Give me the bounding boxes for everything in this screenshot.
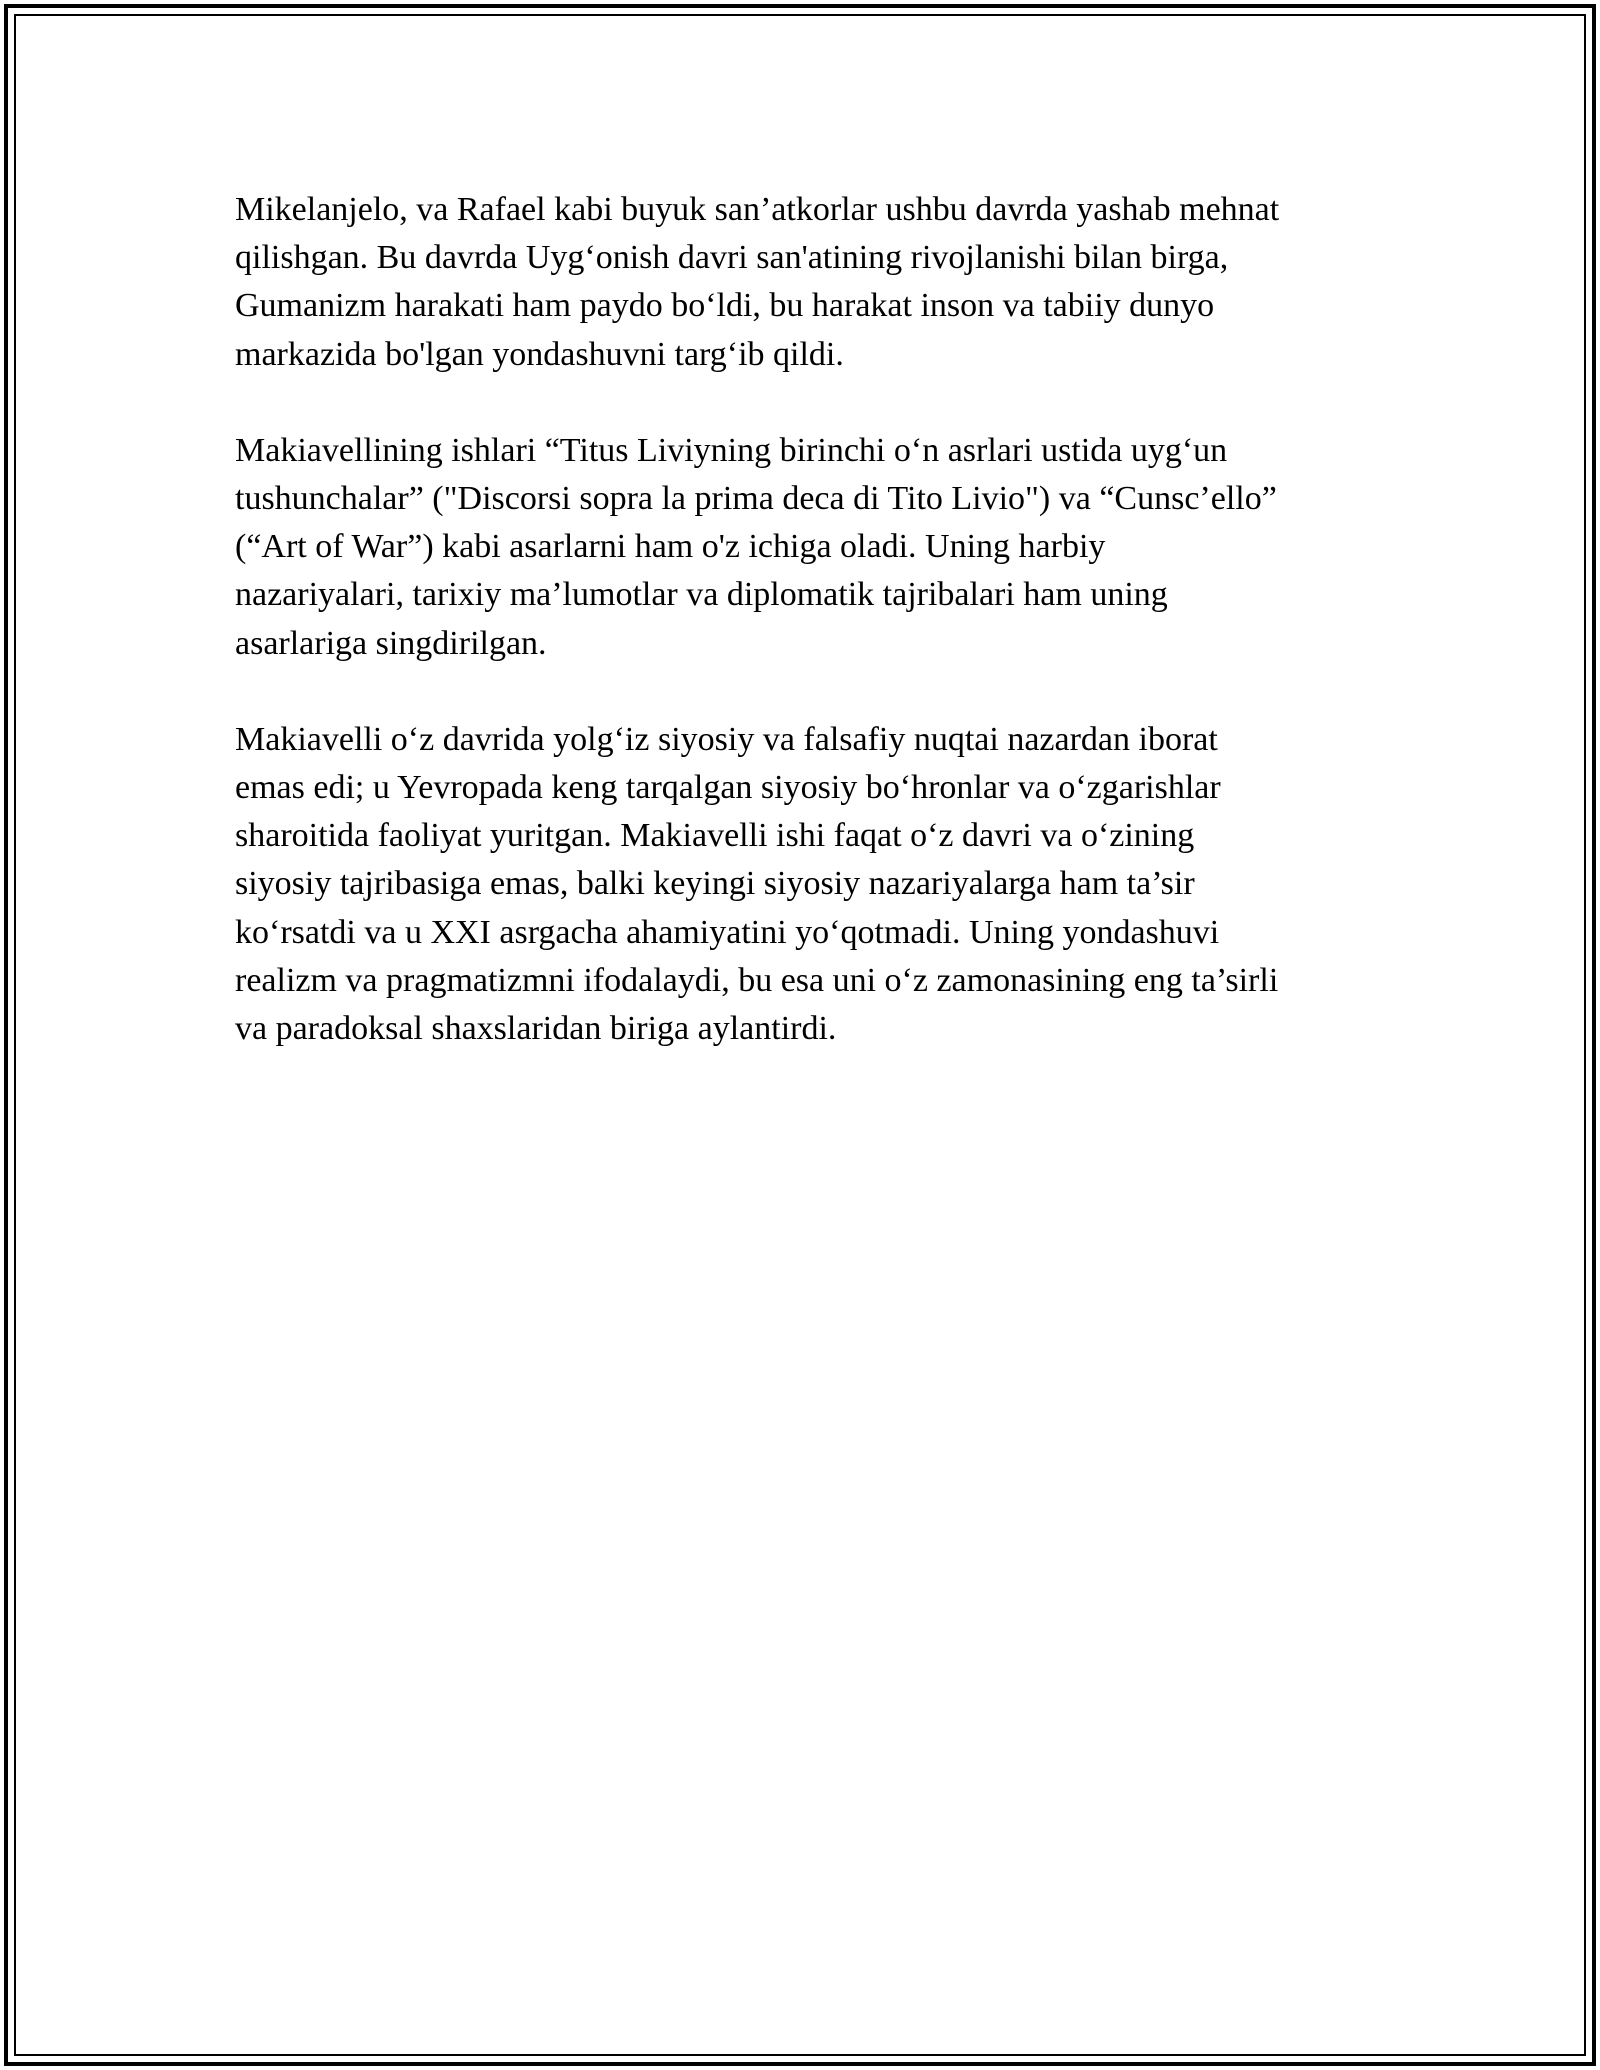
paragraph-line: Makiavellining ishlari “Titus Liviyning birinchi oʻn asrlari ustida uygʻun (235, 431, 1228, 469)
document-body (235, 186, 1375, 1101)
paragraph-2 (235, 427, 1375, 668)
paragraph-line: sharoitida faoliyat yuritgan. Makiavelli ishi faqat oʻz davri va oʻzining (235, 817, 1195, 855)
paragraph-line: nazariyalari, tarixiy ma’lumotlar va diplomatik tajribalari ham uning (235, 576, 1168, 614)
paragraph-line: va paradoksal shaxslaridan biriga aylantirdi. (235, 1010, 837, 1048)
paragraph-line: Gumanizm harakati ham paydo boʻldi, bu harakat inson va tabiiy dunyo (235, 287, 1215, 325)
paragraph-line: asarlariga singdirilgan. (235, 624, 547, 662)
paragraph-line: (“Art of War”) kabi asarlarni ham o'z ichiga oladi. Uning harbiy (235, 528, 1106, 566)
paragraph-line: tushunchalar” ("Discorsi sopra la prima deca di Tito Livio") va “Cunsc’ello” (235, 480, 1277, 518)
paragraph-3 (235, 716, 1375, 1053)
paragraph-line: koʻrsatdi va u XXI asrgacha ahamiyatini yoʻqotmadi. Uning yondashuvi (235, 913, 1220, 951)
paragraph-line: siyosiy tajribasiga emas, balki keyingi siyosiy nazariyalarga ham ta’sir (235, 865, 1195, 903)
paragraph-line: Makiavelli oʻz davrida yolgʻiz siyosiy va falsafiy nuqtai nazardan iborat (235, 720, 1218, 758)
paragraph-line: qilishgan. Bu davrda Uygʻonish davri san'atining rivojlanishi bilan birga, (235, 239, 1229, 277)
paragraph-line: Mikelanjelo, va Rafael kabi buyuk san’atkorlar ushbu davrda yashab mehnat (235, 191, 1280, 228)
paragraph-line: emas edi; u Yevropada keng tarqalgan siyosiy boʻhronlar va oʻzgarishlar (235, 769, 1221, 807)
paragraph-line: markazida bo'lgan yondashuvni targʻib qildi. (235, 335, 844, 373)
paragraph-line: realizm va pragmatizmni ifodalaydi, bu esa uni oʻz zamonasining eng ta’sirli (235, 961, 1279, 999)
paragraph-1 (235, 186, 1375, 379)
